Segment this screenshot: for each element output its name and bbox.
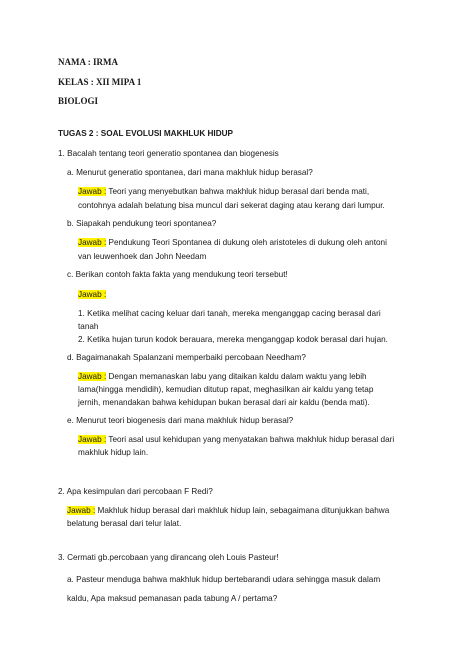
question-1c: c. Berikan contoh fakta fakta yang mendukung teori tersebut! (67, 270, 288, 279)
student-class: KELAS : XII MIPA 1 (58, 77, 142, 87)
question-3: 3. Cermati gb.percobaan yang dirancang oleh Louis Pasteur! (58, 553, 279, 562)
question-3a-line2: kaldu, Apa maksud pemanasan pada tabung A / pertama? (67, 594, 278, 603)
answer-1d-line1: Jawab : Dengan memanaskan labu yang ditaikan kaldu dalam waktu yang lebih (78, 372, 367, 381)
answer-label: Jawab : (78, 290, 107, 299)
answer-1d-line3: jernih, menandakan bahwa kehidupan bukan berasal dari air kaldu (benda mati). (78, 398, 370, 407)
question-1d: d. Bagaimanakah Spalanzani memperbaiki percobaan Needham? (67, 353, 306, 362)
question-1b: b. Siapakah pendukung teori spontanea? (67, 219, 217, 228)
answer-1e-line2: makhluk hidup lain. (78, 448, 149, 457)
answer-label: Jawab : (67, 506, 96, 515)
subject-title: BIOLOGI (58, 96, 99, 106)
answer-1c-item2: 2. Ketika hujan turun kodok berauara, mereka menganggap kodok berasal dari hujan. (78, 335, 388, 344)
question-1: 1. Bacalah tentang teori generatio spontanea dan biogenesis (58, 149, 279, 158)
answer-label: Jawab : (78, 187, 107, 196)
answer-1a-line2: contohnya adalah belatung bisa muncul dari sekerat daging atau kerang dari lumpur. (78, 201, 385, 210)
question-1a: a. Menurut generatio spontanea, dari mana makhluk hidup berasal? (67, 168, 313, 177)
question-2: 2. Apa kesimpulan dari percobaan F Redi? (58, 487, 213, 496)
answer-2-line1: Jawab : Makhluk hidup berasal dari makhluk hidup lain, sebagaimana ditunjukkan bahwa (67, 506, 390, 515)
answer-1c-item1-cont: tanah (78, 322, 99, 331)
answer-1d-line2: lama(hingga mendidih), kemudian ditutup rapat, meghasilkan air kaldu yang tetap (78, 385, 374, 394)
student-name: NAMA : IRMA (58, 57, 118, 67)
answer-1b-line1: Jawab : Pendukung Teori Spontanea di dukung oleh aristoteles di dukung oleh antoni (78, 238, 387, 247)
answer-2-line2: belatung berasal dari telur lalat. (67, 519, 182, 528)
answer-label: Jawab : (78, 372, 107, 381)
answer-1c-item1: 1. Ketika melihat cacing keluar dari tanah, mereka menganggap cacing berasal dari (78, 309, 381, 318)
answer-label: Jawab : (78, 238, 107, 247)
task-title: TUGAS 2 : SOAL EVOLUSI MAKHLUK HIDUP (58, 129, 233, 138)
question-1e: e. Menurut teori biogenesis dari mana makhluk hidup berasal? (67, 416, 294, 425)
answer-1b-line2: van leuwenhoek dan John Needam (78, 252, 207, 261)
answer-1e-line1: Jawab : Teori asal usul kehidupan yang menyatakan bahwa makhluk hidup berasal dari (78, 435, 395, 444)
answer-label: Jawab : (78, 435, 107, 444)
answer-1a-line1: Jawab : Teori yang menyebutkan bahwa makhluk hidup berasal dari benda mati, (78, 187, 370, 196)
question-3a-line1: a. Pasteur menduga bahwa makhluk hidup bertebarandi udara sehingga masuk dalam (67, 575, 381, 584)
answer-1c-label (78, 289, 106, 301)
